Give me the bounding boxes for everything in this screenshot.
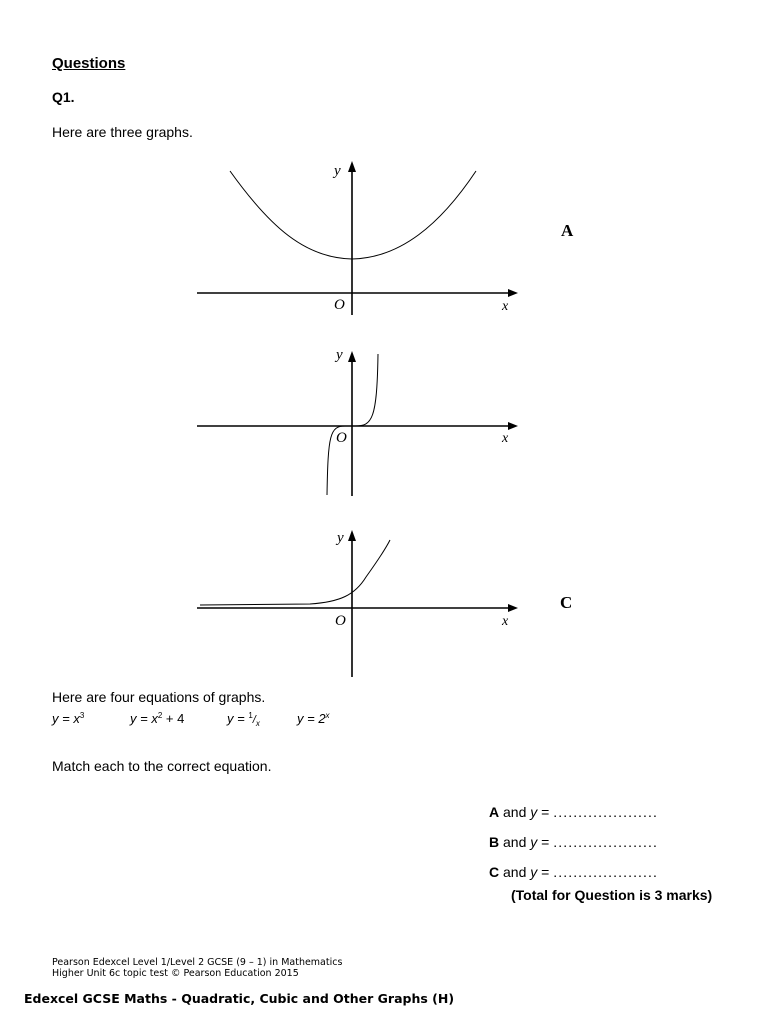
question-number: Q1. — [52, 89, 75, 105]
graph-a-curve — [230, 171, 476, 259]
graph-c — [0, 525, 768, 680]
equation-reciprocal: $y = ^1/_x$ — [227, 711, 260, 729]
graph-c-axes — [197, 530, 518, 677]
graph-c-y-label: y — [337, 530, 344, 546]
answer-line-c[interactable]: C and y = ..................... — [489, 864, 659, 880]
footer-line-2: Higher Unit 6c topic test © Pearson Education 2015 — [52, 968, 299, 979]
footer-title: Edexcel GCSE Maths - Quadratic, Cubic and Other Graphs (H) — [24, 991, 455, 1006]
instruction-text: Match each to the correct equation. — [52, 758, 272, 774]
footer-line-1: Pearson Edexcel Level 1/Level 2 GCSE (9 – 1) in Mathematics — [52, 957, 343, 968]
graph-b-origin-label: O — [336, 430, 347, 446]
graph-c-curve — [200, 540, 390, 605]
graph-a — [0, 155, 768, 325]
graph-b-curve-right — [355, 354, 378, 426]
graph-b-axes — [197, 351, 518, 496]
graph-c-x-label: x — [502, 614, 509, 629]
equation-quadratic: $y = x^2 + 4$ — [130, 711, 185, 726]
equation-cubic: $y = x^3$ — [52, 711, 85, 726]
answer-line-a[interactable]: A and y = ..................... — [489, 804, 659, 820]
questions-heading: Questions — [52, 55, 126, 72]
total-marks: (Total for Question is 3 marks) — [511, 887, 713, 903]
equations-intro: Here are four equations of graphs. — [52, 689, 266, 705]
graph-b-y-label: y — [336, 347, 343, 363]
graph-b-x-label: x — [502, 431, 509, 446]
graph-a-axes — [197, 161, 518, 315]
graph-a-label: A — [561, 221, 574, 240]
graph-c-label: C — [560, 593, 573, 612]
equation-exponential: $y = 2^x$ — [297, 711, 330, 726]
graph-a-y-label: y — [334, 163, 341, 179]
graph-c-origin-label: O — [335, 613, 346, 629]
intro-text: Here are three graphs. — [52, 124, 193, 140]
answer-line-b[interactable]: B and y = ..................... — [489, 834, 659, 850]
graph-b — [0, 340, 768, 500]
graph-a-origin-label: O — [334, 297, 345, 313]
graph-a-x-label: x — [502, 299, 509, 314]
